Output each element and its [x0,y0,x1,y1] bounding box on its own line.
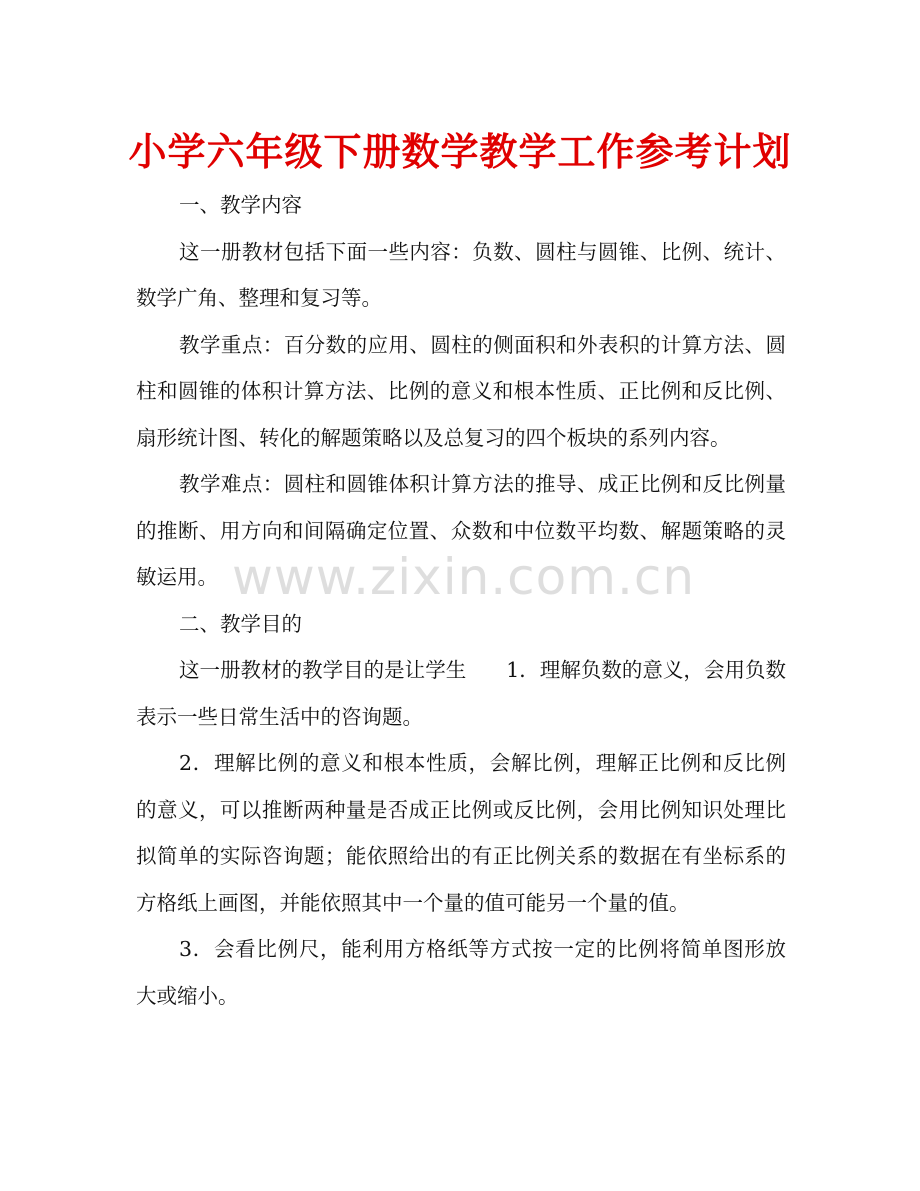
goal-item-1: 1．理解负数的意义，会用负数表示一些日常生活中的咨询题。 [136,658,786,729]
goal-item-3: 3．会看比例尺，能利用方格纸等方式按一定的比例将简单图形放大或缩小。 [136,937,786,1008]
paragraph-goals-intro [136,647,786,740]
goals-intro-text: 这一册教材的教学目的是让学生 [179,658,467,682]
goal-item-2: 2．理解比例的意义和根本性质，会解比例，理解正比例和反比例的意义，可以推断两种量是否成正比例或反比例，会用比例知识处理比拟简单的实际咨询题；能依照给出的有正比例关系的数据在有坐标系的方格纸上画图，并能依照其中一个量的值可能另一个量的值。 [136,751,786,915]
watermark: www.zixin.com.cn [232,548,696,606]
page-title: 小学六年级下册数学教学工作参考计划 [128,130,792,174]
paragraph-difficulties: 教学难点：圆柱和圆锥体积计算方法的推导、成正比例和反比例量的推断、用方向和间隔确定位置、众数和中位数平均数、解题策略的灵敏运用。 [136,472,786,589]
section-heading-content: 一、教学内容 [179,193,302,217]
section-heading-goals: 二、教学目的 [179,611,302,636]
document-body [136,182,786,1019]
paragraph-key-points: 教学重点：百分数的应用、圆柱的侧面积和外表积的计算方法、圆柱和圆锥的体积计算方法、比例的意义和根本性质、正比例和反比例、扇形统计图、转化的解题策略以及总复习的四个板块的系列内容。 [136,332,786,450]
paragraph-content-overview: 这一册教材包括下面一些内容：负数、圆柱与圆锥、比例、统计、数学广角、整理和复习等。 [136,239,786,310]
